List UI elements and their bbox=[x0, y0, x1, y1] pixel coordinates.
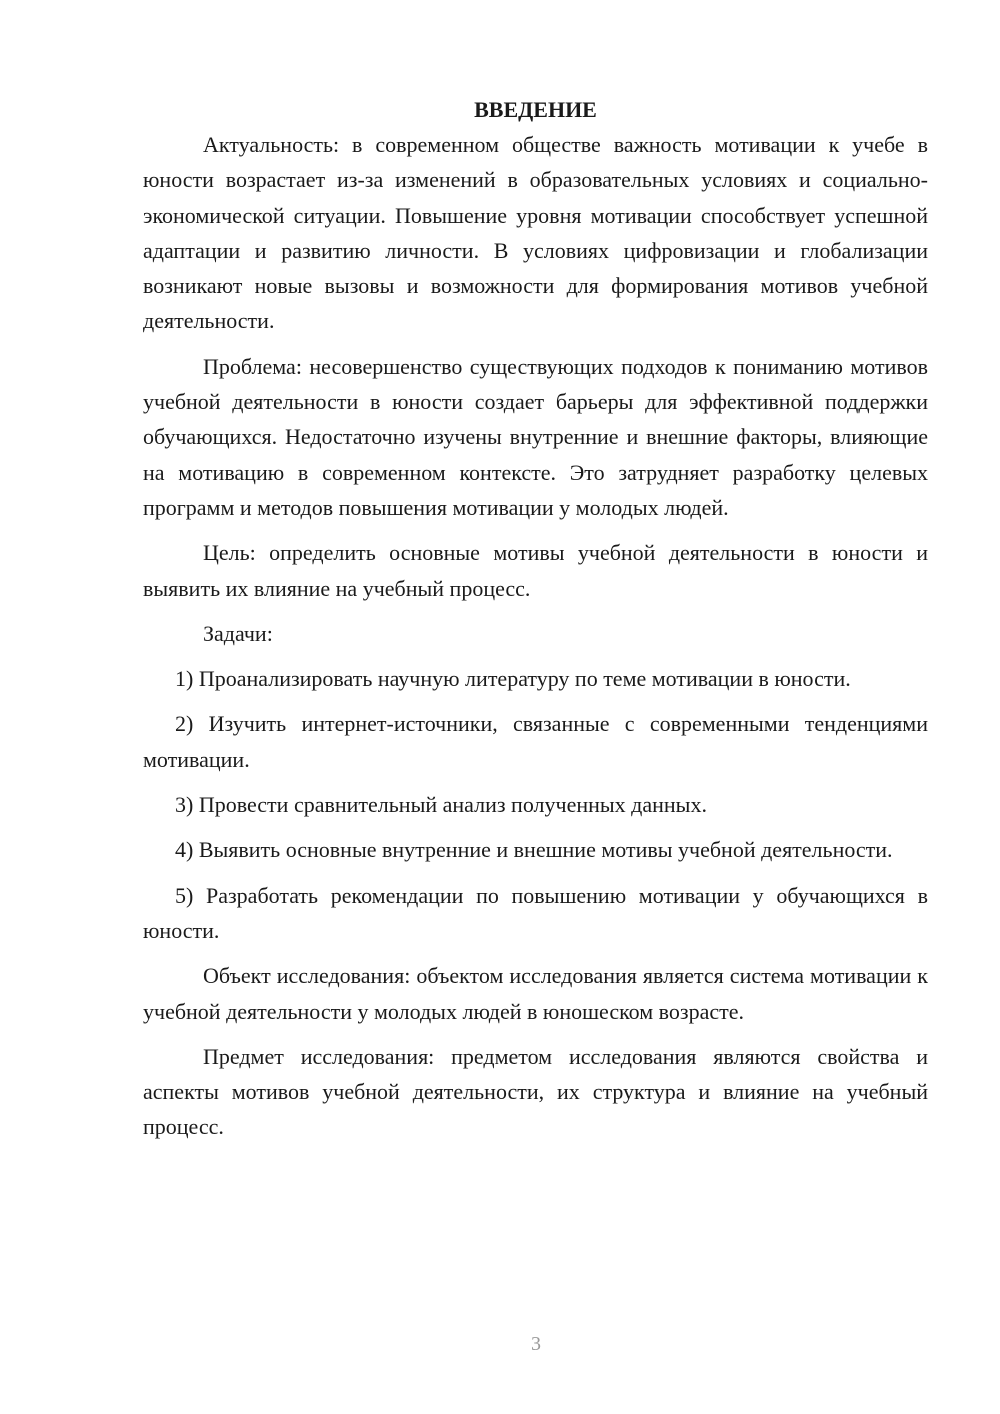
task-item-4: 4) Выявить основные внутренние и внешние мотивы учебной деятельности. bbox=[175, 837, 893, 863]
object-paragraph: Объект исследования: объектом исследования является система мотивации к учебной деятельности у молодых людей в юношеском возрасте. bbox=[143, 963, 928, 1024]
subject-paragraph: Предмет исследования: предметом исследования являются свойства и аспекты мотивов учебной деятельности, их структура и влияние на учебный процесс. bbox=[143, 1043, 928, 1140]
tasks-heading: Задачи: bbox=[203, 620, 273, 646]
problem-paragraph: Проблема: несовершенство существующих подходов к пониманию мотивов учебной деятельности в юности создает барьеры для эффективной поддержки обучающихся. Недостаточно изучены внутренние и внешние факторы, влияющие на мотивацию в современном контексте. Это затрудняет разработку целевых программ и методов повышения мотивации у молодых людей. bbox=[143, 353, 928, 520]
relevance-paragraph: Актуальность: в современном обществе важность мотивации к учебе в юности возрастает из-за изменений в образовательных условиях и социально-экономической ситуации. Повышение уровня мотивации способствует успешной адаптации и развитию личности. В условиях цифровизации и глобализации возникают новые вызовы и возможности для формирования мотивов учебной деятельности. bbox=[143, 132, 928, 334]
task-item-3: 3) Провести сравнительный анализ полученных данных. bbox=[175, 792, 707, 818]
task-item-5: 5) Разработать рекомендации по повышению мотивации у обучающихся в юности. bbox=[143, 882, 928, 943]
goal-paragraph: Цель: определить основные мотивы учебной деятельности в юности и выявить их влияние на учебный процесс. bbox=[143, 540, 928, 601]
page-number: 3 bbox=[531, 1333, 541, 1355]
task-item-1: 1) Проанализировать научную литературу по теме мотивации в юности. bbox=[175, 666, 851, 692]
section-title: ВВЕДЕНИЕ bbox=[474, 97, 597, 122]
document-page bbox=[143, 92, 928, 1145]
task-item-2: 2) Изучить интернет-источники, связанные с современными тенденциями мотивации. bbox=[143, 711, 928, 772]
